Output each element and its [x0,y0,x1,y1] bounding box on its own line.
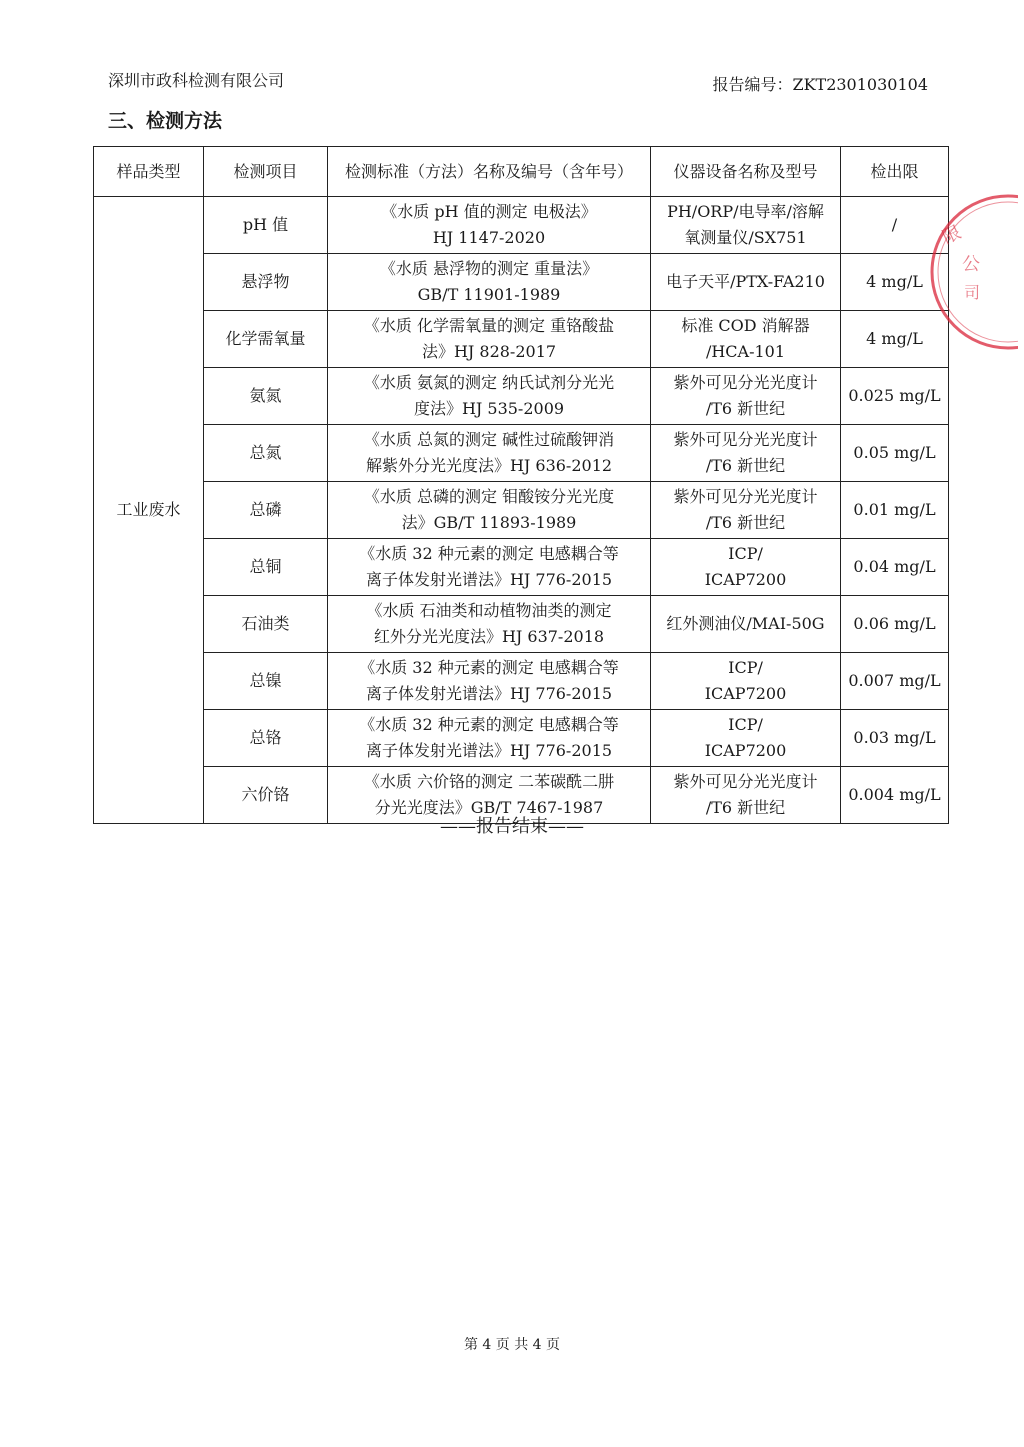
instrument-cell [651,197,841,254]
standard-line-2: 解紫外分光光度法》HJ 636-2012 [365,456,613,475]
table-row [94,197,949,254]
instrument-line-1: 标准 COD 消解器 [681,316,810,335]
instrument-line-1: 紫外可见分光光度计 [673,373,818,392]
standard-line-1: 《水质 悬浮物的测定 重量法》 [379,259,599,278]
instrument-line-2: /HCA-101 [705,342,786,361]
instrument-line-1: PH/ORP/电导率/溶解 [667,202,824,221]
svg-text:司: 司 [964,283,981,302]
standard-cell [328,425,651,482]
instrument-line-1: 紫外可见分光光度计 [673,430,818,449]
instrument-line-1: 电子天平/PTX-FA210 [666,272,825,291]
svg-text:公: 公 [962,254,980,275]
standard-line-1: 《水质 pH 值的测定 电极法》 [381,202,597,221]
detection-limit-cell: / [841,197,949,254]
test-item-cell: 总镍 [204,653,328,710]
instrument-line-1: 紫外可见分光光度计 [673,487,818,506]
report-number-label: 报告编号： [712,75,793,94]
company-seal-stamp [918,182,1018,362]
instrument-line-2: ICAP7200 [704,570,787,589]
detection-limit-cell: 0.06 mg/L [841,596,949,653]
instrument-cell [651,596,841,653]
standard-cell [328,596,651,653]
instrument-cell [651,368,841,425]
test-item-cell: pH 值 [204,197,328,254]
table-row [94,710,949,767]
standard-cell [328,653,651,710]
instrument-line-2: /T6 新世纪 [705,399,786,418]
standard-line-2: GB/T 11901-1989 [417,285,561,304]
standard-line-1: 《水质 六价铬的测定 二苯碳酰二肼 [363,772,615,791]
standard-line-2: 离子体发射光谱法》HJ 776-2015 [365,684,613,703]
table-row [94,425,949,482]
standard-line-2: 法》HJ 828-2017 [421,342,557,361]
col-header-instrument: 仪器设备名称及型号 [651,147,841,197]
detection-limit-cell: 0.03 mg/L [841,710,949,767]
test-item-cell: 氨氮 [204,368,328,425]
standard-line-1: 《水质 总氮的测定 碱性过硫酸钾消 [363,430,615,449]
col-header-item: 检测项目 [204,147,328,197]
detection-limit-cell: 0.007 mg/L [841,653,949,710]
table-row [94,539,949,596]
table-row [94,311,949,368]
instrument-line-2: 氧测量仪/SX751 [684,228,807,247]
section-title: 三、检测方法 [108,110,223,132]
instrument-line-1: 紫外可见分光光度计 [673,772,818,791]
test-item-cell: 六价铬 [204,767,328,824]
instrument-cell [651,710,841,767]
standard-line-2: 度法》HJ 535-2009 [413,399,565,418]
table-row [94,596,949,653]
detection-limit-cell: 0.05 mg/L [841,425,949,482]
col-header-sample-type: 样品类型 [94,147,204,197]
standard-cell [328,710,651,767]
detection-limit-cell: 0.04 mg/L [841,539,949,596]
detection-limit-cell: 0.025 mg/L [841,368,949,425]
standard-line-1: 《水质 32 种元素的测定 电感耦合等 [359,658,619,677]
instrument-cell [651,539,841,596]
standard-cell [328,539,651,596]
instrument-line-2: /T6 新世纪 [705,456,786,475]
standard-cell [328,197,651,254]
instrument-line-1: ICP/ [728,658,763,677]
test-item-cell: 总铜 [204,539,328,596]
instrument-line-2: ICAP7200 [704,741,787,760]
report-number [712,72,928,95]
test-methods-table [93,146,949,824]
standard-line-2: 分光光度法》GB/T 7467-1987 [374,798,604,817]
standard-cell [328,254,651,311]
standard-cell [328,368,651,425]
standard-line-1: 《水质 32 种元素的测定 电感耦合等 [359,715,619,734]
standard-line-1: 《水质 石油类和动植物油类的测定 [366,601,612,620]
instrument-line-2: /T6 新世纪 [705,798,786,817]
test-item-cell: 石油类 [204,596,328,653]
table-row [94,254,949,311]
col-header-limit: 检出限 [841,147,949,197]
standard-line-2: 法》GB/T 11893-1989 [401,513,577,532]
standard-line-1: 《水质 总磷的测定 钼酸铵分光光度 [363,487,615,506]
standard-line-1: 《水质 氨氮的测定 纳氏试剂分光光 [363,373,615,392]
table-row [94,653,949,710]
instrument-line-1: ICP/ [728,544,763,563]
test-item-cell: 化学需氧量 [204,311,328,368]
table-header-row [94,147,949,197]
standard-line-1: 《水质 32 种元素的测定 电感耦合等 [359,544,619,563]
col-header-standard: 检测标准（方法）名称及编号（含年号） [328,147,651,197]
standard-line-2: 红外分光光度法》HJ 637-2018 [373,627,605,646]
company-name: 深圳市政科检测有限公司 [108,71,285,90]
instrument-line-2: /T6 新世纪 [705,513,786,532]
standard-cell [328,482,651,539]
report-end-marker: ——报告结束—— [440,816,584,837]
table-row [94,482,949,539]
test-item-cell: 悬浮物 [204,254,328,311]
detection-limit-cell: 0.01 mg/L [841,482,949,539]
svg-text:限: 限 [939,221,965,249]
standard-line-2: 离子体发射光谱法》HJ 776-2015 [365,741,613,760]
instrument-cell [651,311,841,368]
test-item-cell: 总氮 [204,425,328,482]
instrument-line-1: 红外测油仪/MAI-50G [666,614,825,633]
instrument-cell [651,425,841,482]
standard-line-1: 《水质 化学需氧量的测定 重铬酸盐 [363,316,615,335]
table-row [94,368,949,425]
sample-type-cell: 工业废水 [94,197,204,824]
instrument-cell [651,653,841,710]
detection-limit-cell: 4 mg/L [841,254,949,311]
standard-line-2: HJ 1147-2020 [432,228,546,247]
instrument-line-2: ICAP7200 [704,684,787,703]
report-number-value: ZKT2301030104 [792,75,928,94]
test-item-cell: 总铬 [204,710,328,767]
detection-limit-cell: 4 mg/L [841,311,949,368]
test-item-cell: 总磷 [204,482,328,539]
instrument-cell [651,254,841,311]
standard-cell [328,311,651,368]
instrument-line-1: ICP/ [728,715,763,734]
detection-limit-cell: 0.004 mg/L [841,767,949,824]
standard-line-2: 离子体发射光谱法》HJ 776-2015 [365,570,613,589]
page-footer: 第 4 页 共 4 页 [463,1337,561,1353]
instrument-cell [651,482,841,539]
